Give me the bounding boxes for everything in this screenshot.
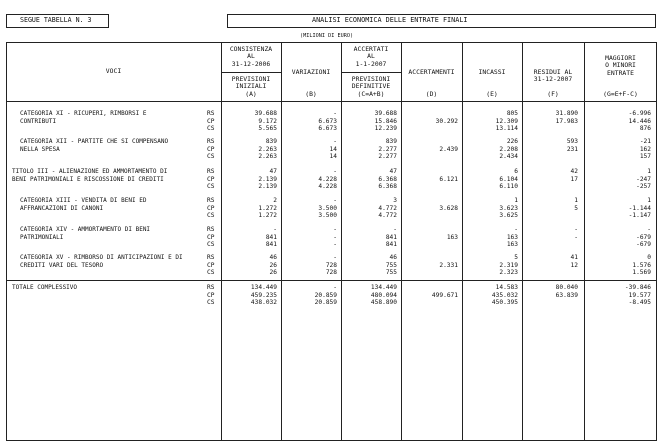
cell-d: 2.331 <box>439 261 458 269</box>
col-header-voci: VOCI <box>105 67 122 75</box>
cell-a: - 841 841 <box>265 226 277 249</box>
cell-c: 46 755 755 <box>385 254 397 277</box>
cell-a: 2 1.272 1.272 <box>258 197 277 220</box>
col-code-e: (E) <box>486 90 498 98</box>
cell-c: 3 4.772 4.772 <box>378 197 397 220</box>
total-cell-g: -39.846 19.577 -8.495 <box>624 284 651 307</box>
cell-g: -6.996 14.446 876 <box>628 110 651 133</box>
row-label: TITOLO III - ALIENAZIONE ED AMMORTAMENTO DI BENI PATRIMONIALI E RISCOSSIONE DI CREDITI <box>12 168 168 183</box>
cell-d: 6.121 <box>439 175 458 183</box>
total-cell-f: 80.040 63.839 <box>555 284 578 299</box>
cell-g: -21 162 157 <box>639 138 651 161</box>
col-code-f: (F) <box>547 90 559 98</box>
cell-d: 2.439 <box>439 145 458 153</box>
cell-b: - - - <box>333 226 337 249</box>
col-header-consistenza-sub: PREVISIONI INIZIALI <box>231 75 271 91</box>
subhead-rule-a <box>221 72 281 73</box>
cell-f: 31.890 17.983 <box>555 110 578 125</box>
total-cell-e: 14.583 435.032 450.395 <box>491 284 518 307</box>
total-cell-c: 134.449 480.094 458.890 <box>370 284 397 307</box>
col-code-b: (B) <box>305 90 317 98</box>
col-header-residui: RESIDUI AL 31-12-2007 <box>533 68 573 84</box>
row-codes: RS CP CS <box>207 168 215 191</box>
row-label: CATEGORIA XIV - AMMORTAMENTO DI BENI PATRIMONIALI <box>20 226 151 241</box>
total-cell-a: 134.449 459.235 438.032 <box>250 284 277 307</box>
col-code-g: (G=E+F-C) <box>603 90 638 98</box>
cell-c: - 841 841 <box>385 226 397 249</box>
col-header-variazioni: VARIAZIONI <box>291 68 331 76</box>
cell-e: 6 6.104 6.110 <box>499 168 518 191</box>
cell-e: - 163 163 <box>506 226 518 249</box>
table-reference: SEGUE TABELLA N. 3 <box>20 16 92 24</box>
row-codes: RS CP CS <box>207 138 215 161</box>
col-code-d: (D) <box>425 90 438 98</box>
cell-f: - - <box>574 226 578 241</box>
document-title: ANALISI ECONOMICA DELLE ENTRATE FINALI <box>312 16 468 24</box>
cell-g: 1 -247 -257 <box>636 168 651 191</box>
cell-c: 39.688 15.846 12.239 <box>374 110 397 133</box>
cell-b: - 728 728 <box>325 254 337 277</box>
col-code-c: (C=A+B) <box>357 90 385 98</box>
cell-a: 839 2.263 2.263 <box>258 138 277 161</box>
cell-a: 47 2.139 2.139 <box>258 168 277 191</box>
cell-e: 805 12.309 13.114 <box>495 110 518 133</box>
cell-e: 1 3.623 3.625 <box>499 197 518 220</box>
col-header-maggiori: MAGGIORI O MINORI ENTRATE <box>605 54 636 77</box>
cell-b: - 14 14 <box>329 138 337 161</box>
units-label: (MILIONI DI EURO) <box>300 33 354 39</box>
total-codes: RS CP CS <box>207 284 215 307</box>
total-cell-b: - 20.859 20.859 <box>314 284 337 307</box>
cell-g: - -679 -679 <box>636 226 651 249</box>
total-rule <box>6 280 657 281</box>
cell-b: - 6.673 6.673 <box>318 110 337 133</box>
row-label: CATEGORIA XIII - VENDITA DI BENI ED AFFRANCAZIONI DI CANONI <box>20 197 147 212</box>
col-header-consistenza: CONSISTENZA AL 31-12-2006 <box>229 45 273 68</box>
cell-f: 42 17 <box>570 168 578 183</box>
col-divider-c <box>401 42 402 441</box>
total-cell-d: 499.671 <box>431 291 458 299</box>
row-codes: RS CP CS <box>207 226 215 249</box>
cell-f: 1 5 <box>574 197 578 212</box>
col-header-incassi: INCASSI <box>478 68 506 76</box>
cell-a: 39.688 9.172 5.565 <box>254 110 277 133</box>
col-header-accertamenti: ACCERTAMENTI <box>408 68 455 76</box>
row-label: CATEGORIA XV - RIMBORSO DI ANTICIPAZIONI E DI CREDITI VARI DEL TESORO <box>20 254 183 269</box>
row-codes: RS CP CS <box>207 254 215 277</box>
cell-c: 839 2.277 2.277 <box>378 138 397 161</box>
cell-g: 1 -1.144 -1.147 <box>628 197 651 220</box>
cell-d: 3.628 <box>439 204 458 212</box>
row-label: CATEGORIA XII - PARTITE CHE SI COMPENSANO NELLA SPESA <box>20 138 169 153</box>
cell-g: 0 1.576 1.569 <box>632 254 651 277</box>
cell-f: 41 12 <box>570 254 578 269</box>
col-header-accertati: ACCERTATI AL 1-1-2007 <box>353 45 389 68</box>
cell-e: 226 2.208 2.434 <box>499 138 518 161</box>
cell-d: 163 <box>446 233 458 241</box>
cell-b: - 4.228 4.228 <box>318 168 337 191</box>
col-header-accertati-sub: PREVISIONI DEFINITIVE <box>351 75 391 91</box>
col-divider-e <box>522 42 523 441</box>
total-label: TOTALE COMPLESSIVO <box>12 284 78 291</box>
row-codes: RS CP CS <box>207 110 215 133</box>
row-codes: RS CP CS <box>207 197 215 220</box>
col-code-a: (A) <box>245 90 257 98</box>
row-label: CATEGORIA XI - RICUPERI, RIMBORSI E CONTRIBUTI <box>20 110 147 125</box>
cell-d: 30.292 <box>435 117 458 125</box>
cell-e: 5 2.319 2.323 <box>499 254 518 277</box>
header-rule <box>6 101 657 102</box>
cell-f: 593 231 <box>566 138 578 153</box>
cell-b: - 3.500 3.500 <box>318 197 337 220</box>
cell-c: 47 6.368 6.368 <box>378 168 397 191</box>
cell-a: 46 26 26 <box>269 254 277 277</box>
subhead-rule-c <box>341 72 401 73</box>
